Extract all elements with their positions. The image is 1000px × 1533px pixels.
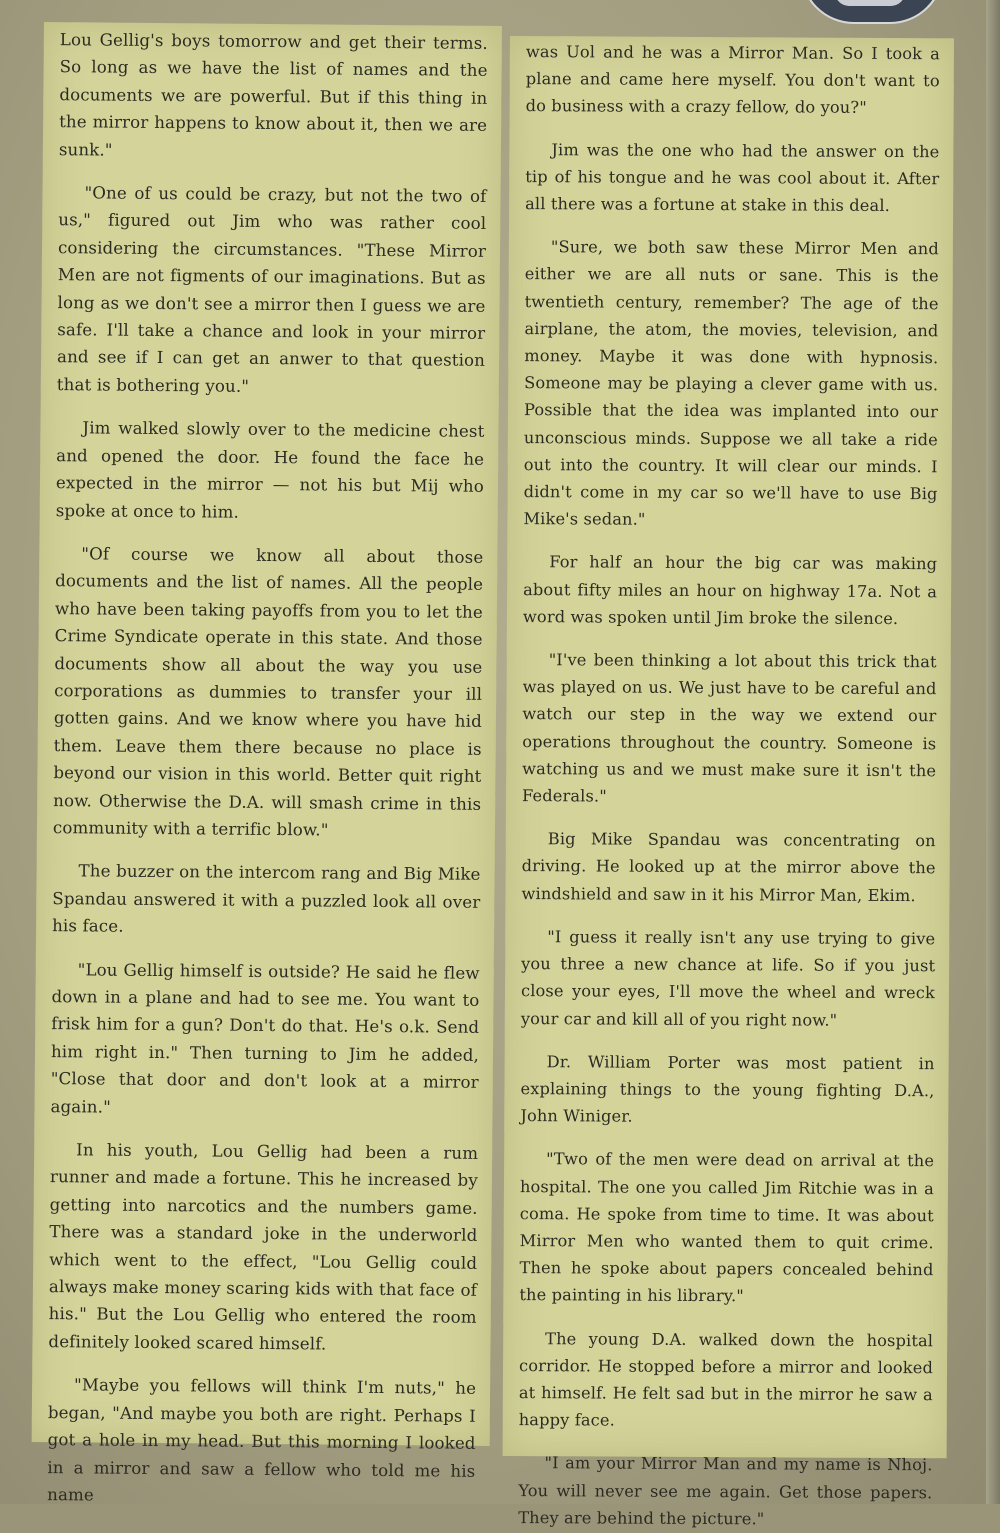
paragraph: The young D.A. walked down the hospital corridor. He stopped before a mirror and looked at himself. He felt sad but in the mirror he saw a happy face. (518, 1328, 934, 1430)
paragraph: Jim was the one who had the answer on the tip of his tongue and he was cool about it. After all there was a fortune at stake in this deal. (525, 139, 940, 216)
paragraph: In his youth, Lou Gellig had been a rum runner and made a fortune. This he increased by getting into narcotics and the numbers game. There was a standard joke in the underworld which went to the effect, "Lou Gellig could always make money scaring kids with that face of his." But the Lou Gellig who entered the room definitely looked scared himself. (48, 1140, 479, 1354)
right-text-column (503, 36, 954, 1529)
paragraph: Dr. William Porter was most patient in explaining things to the young fighting D.A., John Winiger. (520, 1051, 935, 1126)
paragraph: "I've been thinking a lot about this trick that was played on us. We just have to be careful and watch our step in the way we extend our operations throughout the country. Someone is watching us and we must make sure it isn't the Federals." (521, 650, 937, 806)
paragraph: was Uol and he was a Mirror Man. So I took a plane and came here myself. You don't want to do business with a crazy fellow, do you?" (525, 42, 940, 118)
paragraph: "Sure, we both saw these Mirror Men and either we are all nuts or sane. This is the twentieth century, remember? The age of the airplane, the atom, the movies, television, and money. Maybe it was done with hypnosis. Someone may be playing a clever game with us. Possible that the idea was implanted into our unconscious minds. Suppose we all take a ride out into the country. It will clear our minds. I didn't come in my car so we'll have to use Big Mike's sedan." (523, 237, 939, 529)
paragraph: Big Mike Spandau was concentrating on driving. He looked up at the mirror above the windshield and saw in it his Mirror Man, Ekim. (521, 829, 936, 905)
paragraph: The buzzer on the intercom rang and Big Mike Spandau answered it with a puzzled look all over his face. (52, 861, 481, 936)
corner-badge-highlight (835, 0, 905, 6)
paragraph: "Two of the men were dead on arrival at the hospital. The one you called Jim Ritchie was in a coma. He spoke from time to time. It was about Mirror Men who wanted them to quit crime. Then he spoke about papers concealed behind the painting in his library." (519, 1149, 935, 1306)
paragraph: "Of course we know all about those documents and the list of names. All the people who have been taking payoffs from you to let the Crime Syndicate operate in this state. And those documents show all about the way you use corporations as dummies to transfer your ill gotten gains. And we know where you have hid them. Leave them there because no place is beyond our vision in this world. Better quit right now. Otherwise the D.A. will smash crime in this community with a terrific blow." (52, 544, 484, 840)
paragraph: "Maybe you fellows will think I'm nuts," he began, "And maybe you both are right. Perhaps I got a hole in my head. But this morning I looked in a mirror and saw a fellow who told me his name (47, 1375, 477, 1505)
page-edge (986, 0, 1000, 1504)
left-text-column (32, 22, 502, 1505)
paragraph: For half an hour the big car was making about fifty miles an hour on highway 17a. Not a word was spoken until Jim broke the silence. (522, 552, 938, 628)
paragraph: "Lou Gellig himself is outside? He said he flew down in a plane and had to see me. You want to frisk him for a gun? Don't do that. He's o.k. Send him right in." Then turning to Jim he added, "Close that door and don't look at a mirror again." (50, 959, 480, 1117)
paragraph: Lou Gellig's boys tomorrow and get their terms. So long as we have the list of names and the documents we are powerful. But if this thing in the mirror happens to know about it, then we are sunk." (58, 30, 488, 160)
paragraph: "I guess it really isn't any use trying to give you three a new chance at life. So if you just close your eyes, I'll move the wheel and wreck your car and kill all of you right now." (520, 927, 936, 1030)
paragraph: "One of us could be crazy, but not the two of us," figured out Jim who was rather cool considering the circumstances. "These Mirror Men are not figments of our imaginations. But as long as we don't see a mirror then I guess we are safe. I'll take a chance and look in your mirror and see if I can get an anwer to that question that is bothering you." (56, 183, 487, 396)
paragraph: Jim walked slowly over to the medicine chest and opened the door. He found the face he expected in the mirror — not his but Mij who spoke at once to him. (55, 418, 485, 522)
paragraph: "I am your Mirror Man and my name is Nhoj. You will never see me again. Get those papers. They are behind the picture." (518, 1453, 933, 1529)
